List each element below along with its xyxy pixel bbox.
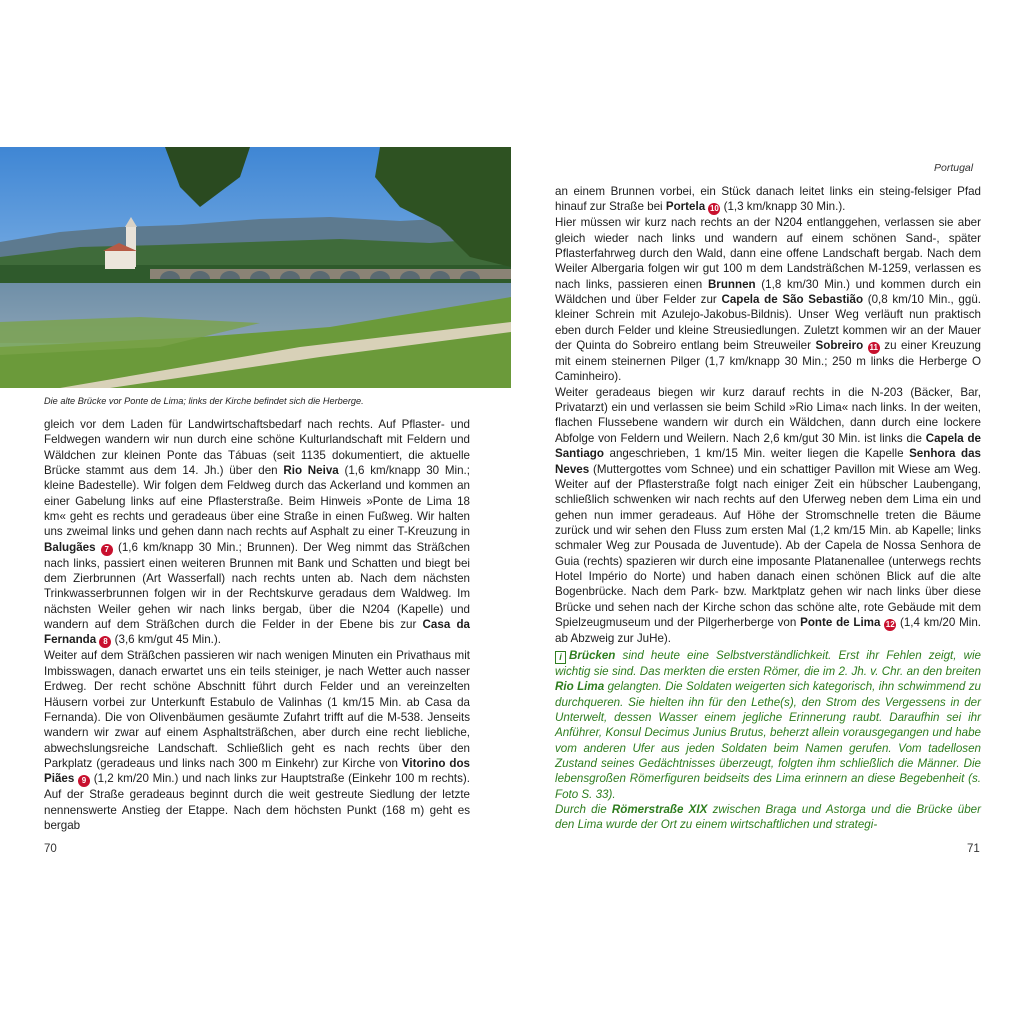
waypoint-marker: 8 [99,636,111,648]
paragraph [555,648,981,802]
text-run: (1,6 km/knapp 30 Min.; kleine Badestelle). Wir folgen dem Feldweg durch das Ackerland und kommen an einer Gabelung links auf eine Pflasterstraße. Beim Hinweis »Ponte de Lima 18 km« geht es rechts und geradeaus über eine Straße in einen Fußweg. Wir halten uns zweimal links und gehen dann nach rechts auf Asphalt zu einer T-Kreuzung in [44,464,470,539]
paragraph [555,184,981,215]
waypoint-marker: 9 [78,775,90,787]
text-run: gleich vor dem Laden für Landwirtschaftsbedarf nach rechts. Auf Pflaster- und Feldwegen wandern wir nun durch eine schöne Kulturlandschaft mit Feldern und Wäldchen zur kleinen Ponte das Tábuas (seit 1135 dokumentiert, die aktuelle Brücke stammt aus dem 14. Jh.) über den [44,418,470,478]
text-run: (1,2 km/20 Min.) und nach links zur Hauptstraße (Einkehr 100 m rechts). Auf der Straße geradeaus beginnt durch die weit gestreute Siedlung der letzte nennenswerte Anstieg der Etappe. Nach dem höchsten Punkt (168 m) geht es bergab [44,772,470,832]
bold-term: Balugães [44,540,96,554]
bold-term: Ponte de Lima [800,615,881,629]
text-run: an einem Brunnen vorbei, ein Stück danach leitet links ein steing-felsiger Pfad hinauf zur Straße bei [555,185,981,214]
text-run: angeschrieben, 1 km/15 Min. weiter liegen die Kapelle [603,447,910,461]
bold-term: Brücken [569,649,616,662]
bold-term: Sobreiro [815,339,864,353]
paragraph [555,385,981,647]
bold-term: Capela de Santiago [555,431,981,461]
bold-term: Vitorino dos Piães [44,756,470,786]
info-icon: i [555,651,566,664]
text-run: Weiter auf dem Sträßchen passieren wir nach wenigen Minuten ein Privathaus mit Imbisswagen, danach erwartet uns ein teils steiniger, je nach Wetter auch nasser Erdweg. Der recht schöne Abschnitt führt durch Felder und an vereinzelten Häusern vorbei zur Unterkunft Estabulo de Valinhas (1 km/15 Min. ab Casa da Fernanda). Die von Olivenbäumen gesäumte Zufahrt trifft auf die M-538. Jenseits wandern wir zwar auf einem Asphaltsträßchen, aber durch eine recht liebliche, abwechslungsreiche Landschaft. Schließlich geht es nach rechts über den Parkplatz (geradeaus und links nach 300 m Einkehr) zur Kirche von [44,649,470,770]
text-run: (1,6 km/knapp 30 Min.; Brunnen). Der Weg nimmt das Sträßchen nach links, passiert einen weiteren Brunnen mit Bank und Schatten und biegt bei dem Zierbrunnen (Art Wasserfall) nach rechts unten ab. Nach dem nächsten Trinkwasserbrunnen folgen wir in der Rechtskurve geradaus dem Waldweg. Im nächsten Weiler gehen wir nach links bergab, über die N204 (Kapelle) und wandern auf dem Sträßchen durch die Felder in der Ebene bis zur [44,540,470,632]
paragraph [555,215,981,384]
text-run: (Muttergottes vom Schnee) und ein schattiger Pavillon mit Wiese am Weg. Weiter auf der Pflasterstraße folgt nach einiger Zeit ein hübscher Laubengang, schließlich schwenken wir nach rechts auf den Uferweg neben dem Lima ein und gehen nun immer geradeaus. Auf Höhe der Stromschnelle treten die Bäume zurück und wir sehen den Fluss zum ersten Mal (1,2 km/15 Min. ab Kapelle; links schmaler Weg zur Pousada de Juventude). Ab der Capela de Nossa Senhora de Guia (rechts) spazieren wir durch eine imposante Platanenallee (unterwegs rechts Hotel Império do Norte) und haben danach einen schönen Blick auf die alte Bogenbrücke. Nach dem Park- bzw. Marktplatz gehen wir nach links über diese Brücke und sehen nach der Kirche schon das schöne alte, rote Gebäude mit dem Spielzeugmuseum und der Pilgerherberge von [555,462,981,629]
bold-term: Rio Neiva [283,464,339,478]
text-run: gelangten. Die Soldaten weigerten sich kategorisch, ihn schwimmend zu durchqueren. Sie hielten ihn für den Lethe(s), den Strom des Vergessens in der Unterwelt, dessen Wasser einem jegliche Erinnerung raubt. Daraufhin sei ihr Anführer, Konsul Decimus Junius Brutus, beherzt allein vorausgegangen und habe vom anderen Ufer aus jeden Soldaten beim Namen gerufen. Vom tadellosen Zustand seines Gedächtnisses überzeugt, folgten ihm schließlich die Männer. Die lebensgroßen Römerfiguren beidseits des Lima erinnern an diese Begebenheit (s. Foto S. 33). [555,680,981,801]
waypoint-marker: 7 [101,544,113,556]
text-run: (3,6 km/gut 45 Min.). [111,633,221,647]
text-run: (0,8 km/10 Min., ggü. kleiner Schrein mit Azulejo-Jakobus-Bildnis). Unser Weg verläuft nun praktisch eben durch Felder und kleine Streusiedlungen. Zuletzt kommen wir an der Mauer der Quinta do Sobreiro entlang beim Streuweiler [555,293,981,353]
text-run: Hier müssen wir kurz nach rechts an der N204 entlanggehen, verlassen sie aber gleich wieder nach links und wandern auf einem schönen Sand-, später Pflasterfahrweg durch den Wald, dann eine offene Landschaft bergab. Nach dem Weiler Albergaria folgen wir gut 100 m dem Landsträßchen M-1259, verlassen es nach links, passieren einen [555,216,981,291]
text-run: (1,4 km/20 Min. ab Abzweig zur JuHe). [555,615,981,645]
page-number-right: 71 [967,843,980,855]
text-run: sind heute eine Selbstverständlichkeit. Erst ihr Fehlen zeigt, wie wichtig sie sind. Das merkten die ersten Römer, die im 2. Jh. v. Chr. an den breiten [555,649,981,678]
left-text-column [44,417,470,833]
text-run: (1,3 km/knapp 30 Min.). [720,200,846,214]
bold-term: Portela [665,200,706,214]
text-run: (1,8 km/30 Min.) und kommen durch ein Wäldchen und über Felder zur [555,277,981,307]
text-run: Durch die [555,803,612,817]
text-run: zu einer Kreuzung mit einem steinernen Pilger (1,7 km/knapp 30 Min.; 250 m links die Herberge O Caminheiro). [555,339,981,384]
text-run: Weiter geradeaus biegen wir kurz darauf rechts in die N-203 (Bäcker, Bar, Privatarzt) ein und verlassen sie beim Schild »Rio Lima« nach links. In der weiten, flachen Flussebene wandern wir durch ein Wäldchen, dann durch eine lockere Abfolge von Feldern und Weilern. Nach 2,6 km/gut 30 Min. ist links die [555,385,981,445]
bold-term: Brunnen [707,277,756,291]
right-text-column [555,184,981,646]
paragraph [44,417,470,648]
paragraph [44,648,470,833]
landscape-photo [0,147,511,388]
waypoint-marker: 12 [885,619,895,629]
info-box [555,648,981,833]
waypoint-marker: 10 [709,204,719,214]
bold-term: Casa da Fernanda [44,618,470,647]
waypoint-marker: 11 [869,343,878,353]
paragraph [555,802,981,833]
landscape-photo-icon [0,147,511,388]
photo-caption: Die alte Brücke vor Ponte de Lima; links der Kirche befindet sich die Herberge. [44,396,364,406]
page-number-left: 70 [44,843,57,855]
bold-term: Senhora das Neves [555,447,981,476]
running-head: Portugal [934,162,974,174]
bold-term: Römerstraße XIX [611,803,708,817]
text-run: zwischen Braga und Astorga und die Brücke über den Lima wurde der Ort zu einem wirtschaftlichen und strategi- [555,803,981,832]
bold-term: Capela de São Sebastião [721,293,864,307]
bold-term: Rio Lima [555,680,605,694]
